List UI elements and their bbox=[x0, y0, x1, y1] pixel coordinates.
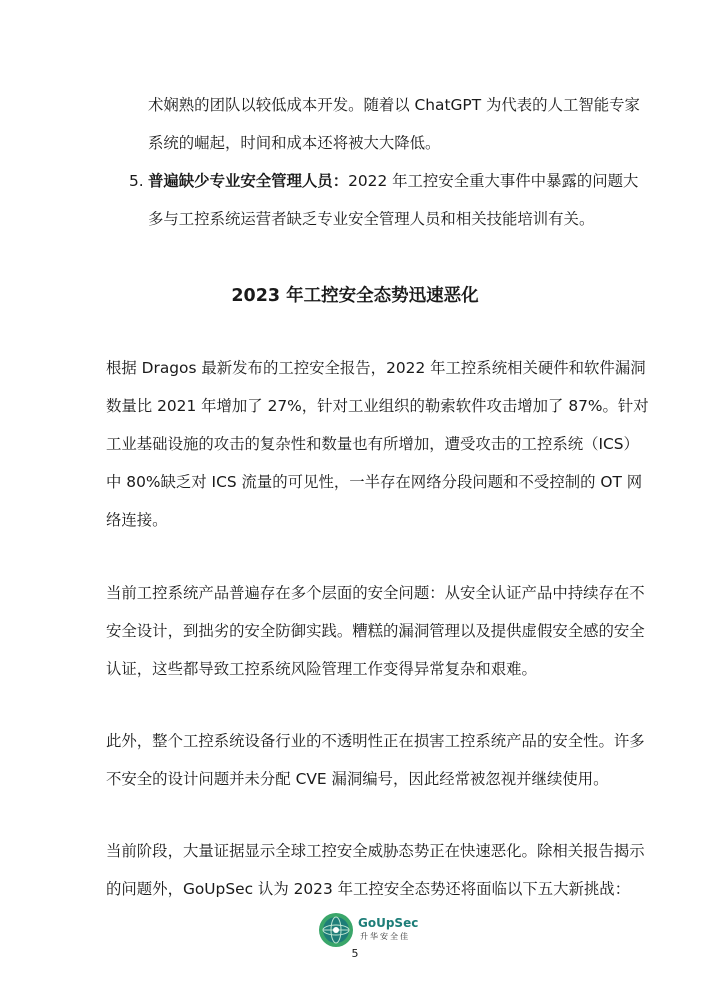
logo-subtitle: 升华安全佳 bbox=[360, 932, 410, 941]
continuation-line-1: 术娴熟的团队以较低成本开发。随着以 ChatGPT 为代表的人工智能专家 bbox=[148, 96, 640, 114]
footer-logo bbox=[318, 912, 428, 948]
list-item-5-line-2: 多与工控系统运营者缺乏专业安全管理人员和相关技能培训有关。 bbox=[148, 210, 595, 228]
paragraph-1-line-1: 根据 Dragos 最新发布的工控安全报告，2022 年工控系统相关硬件和软件漏洞 bbox=[106, 359, 646, 377]
goupsec-logo-icon bbox=[318, 912, 354, 948]
paragraph-1-line-3: 工业基础设施的攻击的复杂性和数量也有所增加，遭受攻击的工控系统（ICS） bbox=[106, 435, 639, 453]
section-heading: 2023 年工控安全态势迅速恶化 bbox=[231, 286, 479, 306]
paragraph-2-line-1: 当前工控系统产品普遍存在多个层面的安全问题：从安全认证产品中持续存在不 bbox=[106, 584, 645, 602]
paragraph-1-line-2: 数量比 2021 年增加了 27%，针对工业组织的勒索软件攻击增加了 87%。针对 bbox=[106, 397, 649, 415]
list-item-5-number: 5. bbox=[129, 172, 144, 190]
list-item-5-title: 普遍缺少专业安全管理人员： bbox=[148, 172, 349, 190]
list-item-5-line-1 bbox=[148, 171, 638, 191]
page-number: 5 bbox=[351, 947, 359, 960]
paragraph-4-line-1: 当前阶段，大量证据显示全球工控安全威胁态势正在快速恶化。除相关报告揭示 bbox=[106, 842, 645, 860]
list-item-5-line-1-rest: 2022 年工控安全重大事件中暴露的问题大 bbox=[348, 172, 639, 190]
logo-text: GoUpSec bbox=[358, 916, 419, 930]
paragraph-3-line-2: 不安全的设计问题并未分配 CVE 漏洞编号，因此经常被忽视并继续使用。 bbox=[106, 770, 609, 788]
continuation-line-2: 系统的崛起，时间和成本还将被大大降低。 bbox=[148, 134, 441, 152]
paragraph-1-line-4: 中 80%缺乏对 ICS 流量的可见性，一半存在网络分段问题和不受控制的 OT 网 bbox=[106, 473, 643, 491]
paragraph-3-line-1: 此外，整个工控系统设备行业的不透明性正在损害工控系统产品的安全性。许多 bbox=[106, 732, 645, 750]
paragraph-1-line-5: 络连接。 bbox=[106, 511, 168, 529]
paragraph-4-line-2: 的问题外，GoUpSec 认为 2023 年工控安全态势还将面临以下五大新挑战： bbox=[106, 880, 631, 898]
paragraph-2-line-2: 安全设计，到拙劣的安全防御实践。糟糕的漏洞管理以及提供虚假安全感的安全 bbox=[106, 622, 645, 640]
paragraph-2-line-3: 认证，这些都导致工控系统风险管理工作变得异常复杂和艰难。 bbox=[106, 660, 537, 678]
